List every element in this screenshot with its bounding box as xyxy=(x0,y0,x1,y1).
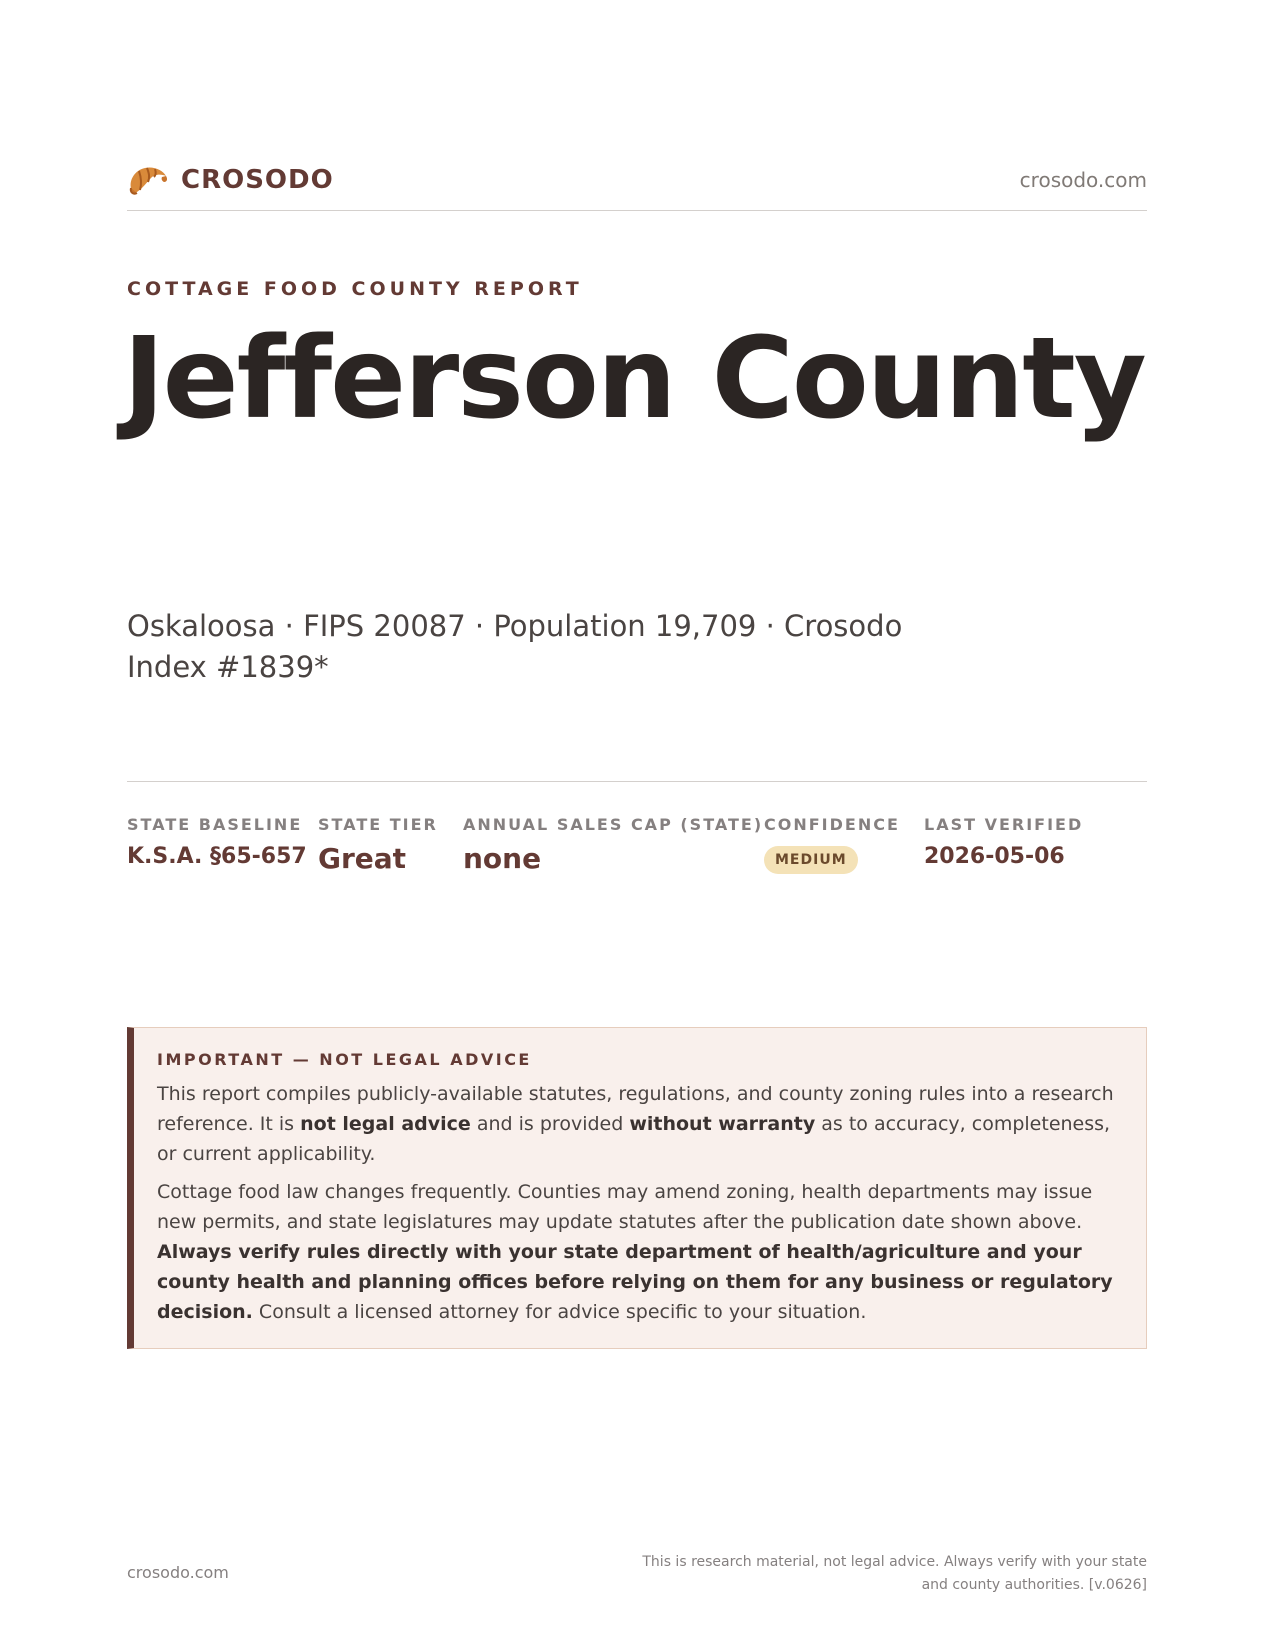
notice-text: as to accuracy, completeness, or current applicability. xyxy=(157,1113,1111,1165)
stat-label: STATE BASELINE xyxy=(127,815,303,834)
notice-emphasis: not legal advice xyxy=(300,1113,471,1135)
site-link[interactable]: crosodo.com xyxy=(1019,168,1147,192)
footer-disclaimer: This is research material, not legal advice. Always verify with your state and county authorities. [v.0626] xyxy=(642,1554,1147,1593)
notice-paragraph xyxy=(157,1177,1124,1327)
stat-sales-cap xyxy=(463,815,763,875)
notice-text: and is provided xyxy=(470,1113,630,1135)
stat-value: Great xyxy=(318,842,407,875)
footer-site-link[interactable]: crosodo.com xyxy=(127,1563,229,1582)
stats-row xyxy=(127,815,1147,895)
notice-emphasis: without warranty xyxy=(629,1113,816,1135)
divider xyxy=(127,781,1147,782)
report-kicker: COTTAGE FOOD COUNTY REPORT xyxy=(127,278,583,300)
notice-emphasis: Always verify rules directly with your state department of health/agriculture and your county health and planning offices before relying on them for any business or regulatory decision. xyxy=(157,1241,1113,1323)
stat-label: ANNUAL SALES CAP (STATE) xyxy=(463,815,764,834)
notice-text: This report compiles publicly-available statutes, regulations, and county zoning rules into a research reference. It is xyxy=(157,1083,1114,1135)
croissant-icon xyxy=(127,162,169,198)
legal-notice xyxy=(127,1027,1147,1349)
stat-state-baseline xyxy=(127,815,307,869)
brand xyxy=(127,162,334,198)
confidence-badge: MEDIUM xyxy=(764,846,858,874)
brand-name: CROSODO xyxy=(181,165,334,195)
county-subline: Oskaloosa · FIPS 20087 · Population 19,709 · Crosodo Index #1839* xyxy=(127,609,903,684)
stat-confidence xyxy=(764,815,900,874)
notice-paragraph xyxy=(157,1079,1124,1169)
stat-label: CONFIDENCE xyxy=(764,815,900,834)
notice-title: IMPORTANT — NOT LEGAL ADVICE xyxy=(157,1050,532,1069)
stat-label: STATE TIER xyxy=(318,815,438,834)
stat-label: LAST VERIFIED xyxy=(924,815,1084,834)
stat-value: 2026-05-06 xyxy=(924,844,1065,869)
stat-last-verified xyxy=(924,815,1083,869)
county-title: Jefferson County xyxy=(123,314,1145,444)
stat-value: K.S.A. §65-657 xyxy=(127,844,307,869)
page-header xyxy=(127,158,1147,211)
notice-text: Consult a licensed attorney for advice specific to your situation. xyxy=(252,1301,867,1323)
notice-text: Cottage food law changes frequently. Counties may amend zoning, health departments may issue new permits, and state legislatures may update statutes after the publication date shown above. xyxy=(157,1181,1093,1233)
stat-state-tier xyxy=(318,815,438,875)
stat-value: none xyxy=(463,842,542,875)
